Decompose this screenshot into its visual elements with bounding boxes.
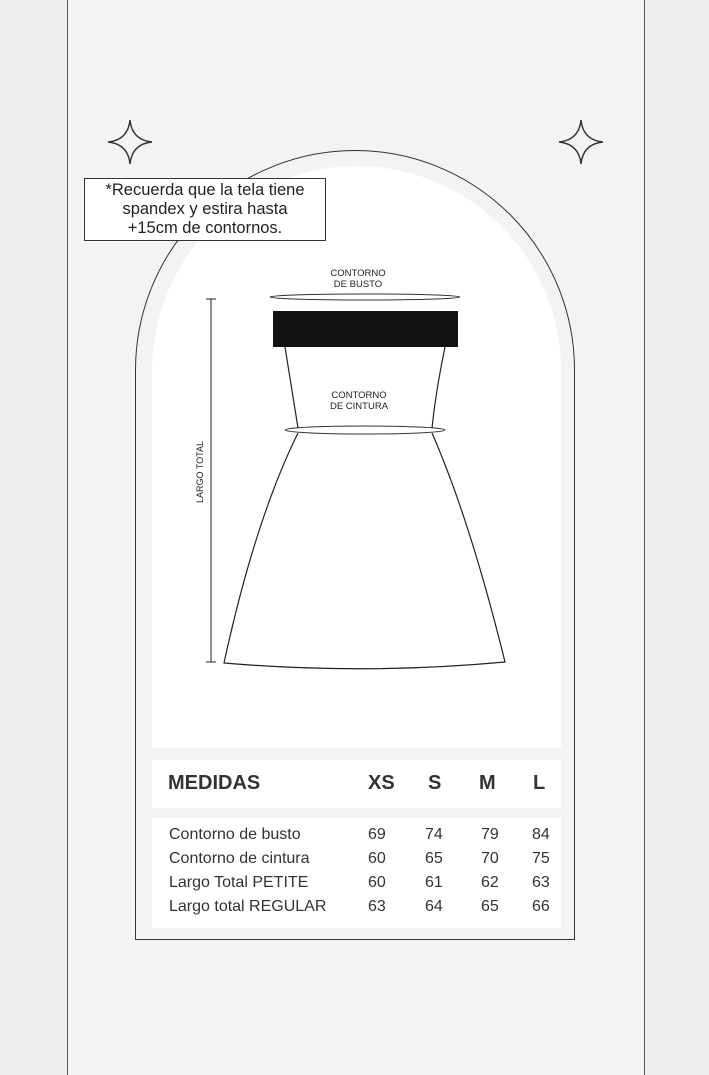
cell-value: 66 xyxy=(532,898,550,915)
bust-label-line: DE BUSTO xyxy=(333,279,383,290)
waist-label xyxy=(304,390,414,412)
cell-value: 60 xyxy=(368,874,386,891)
size-header-xs: XS xyxy=(368,772,395,794)
measurements-table xyxy=(152,818,561,928)
row-label: Largo total REGULAR xyxy=(169,898,327,915)
row-label: Contorno de cintura xyxy=(169,850,310,867)
bust-measure-line xyxy=(270,294,460,300)
dress-bodice-right xyxy=(432,347,445,428)
table-row xyxy=(152,826,561,850)
note-line: *Recuerda que la tela tiene xyxy=(105,181,305,199)
cell-value: 79 xyxy=(481,826,499,843)
size-header-l: L xyxy=(533,772,546,794)
cell-value: 69 xyxy=(368,826,386,843)
cell-value: 70 xyxy=(481,850,499,867)
dress-bodice-left xyxy=(285,347,298,428)
table-title: MEDIDAS xyxy=(168,772,261,794)
cell-value: 84 xyxy=(532,826,550,843)
size-header-m: M xyxy=(479,772,496,794)
cell-value: 65 xyxy=(481,898,499,915)
cell-value: 62 xyxy=(481,874,499,891)
cell-value: 64 xyxy=(425,898,443,915)
table-header xyxy=(152,760,561,808)
table-row xyxy=(152,874,561,898)
note-line: +15cm de contornos. xyxy=(127,219,283,237)
cell-value: 74 xyxy=(425,826,443,843)
dress-skirt xyxy=(224,433,505,669)
note-line: spandex y estira hasta xyxy=(122,200,288,218)
waist-label-line: CONTORNO xyxy=(331,390,387,401)
waist-label-line: DE CINTURA xyxy=(329,401,389,412)
cell-value: 75 xyxy=(532,850,550,867)
bust-label xyxy=(303,268,413,290)
table-row xyxy=(152,898,561,922)
cell-value: 63 xyxy=(532,874,550,891)
row-label: Largo Total PETITE xyxy=(169,874,309,891)
bust-label-line: CONTORNO xyxy=(330,268,386,279)
cell-value: 63 xyxy=(368,898,386,915)
row-label: Contorno de busto xyxy=(169,826,301,843)
cell-value: 65 xyxy=(425,850,443,867)
dress-bodice-band xyxy=(273,311,458,347)
cell-value: 61 xyxy=(425,874,443,891)
waist-measure-line xyxy=(285,426,445,434)
length-label: LARGO TOTAL xyxy=(195,440,205,504)
table-row xyxy=(152,850,561,874)
size-header-s: S xyxy=(428,772,442,794)
cell-value: 60 xyxy=(368,850,386,867)
